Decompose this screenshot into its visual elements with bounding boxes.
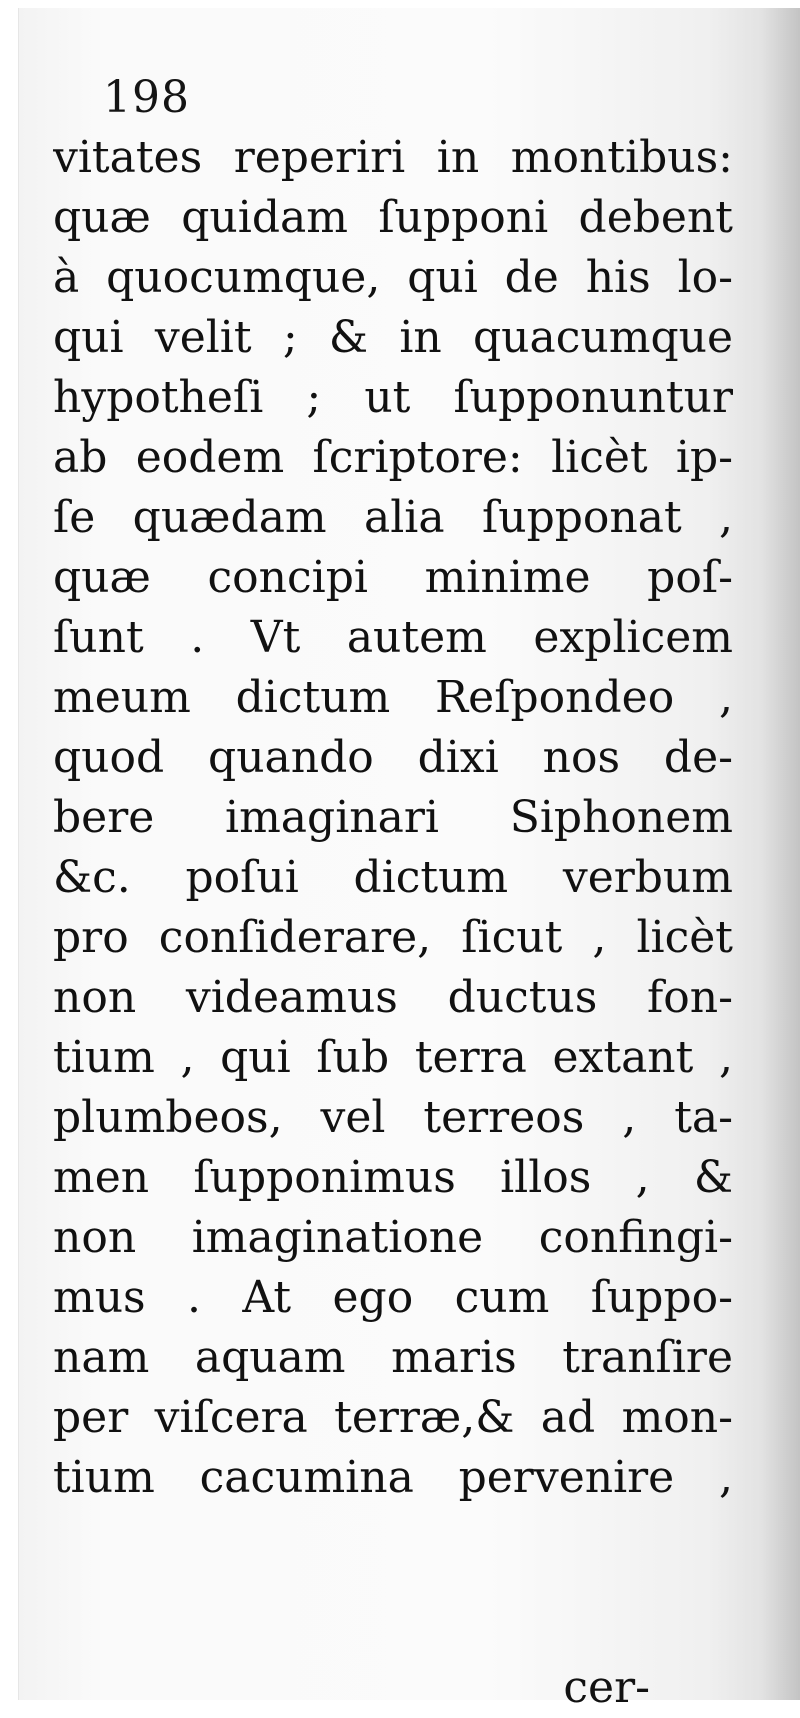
body-text: [53, 128, 733, 1508]
text-line: bere imaginari Siphonem: [53, 792, 733, 843]
text-line: quod quando dixi nos de-: [53, 732, 733, 783]
text-line: quæ quidam ſupponi debent: [53, 192, 733, 243]
text-line: plumbeos, vel terreos , ta-: [53, 1092, 733, 1143]
text-line: qui velit ; & in quacumque: [53, 312, 733, 363]
page-number: 198: [103, 72, 190, 123]
text-line: à quocumque, qui de his lo-: [53, 252, 733, 303]
text-line: men ſupponimus illos , &: [53, 1152, 733, 1203]
text-line: hypotheſi ; ut ſupponuntur: [53, 372, 733, 423]
text-line: ſe quædam alia ſupponat ,: [53, 492, 733, 543]
text-line: ab eodem ſcriptore: licèt ip-: [53, 432, 733, 483]
text-line: nam aquam maris tranſire: [53, 1332, 733, 1383]
text-line: pro conſiderare, ſicut , licèt: [53, 912, 733, 963]
text-line: meum dictum Reſpondeo ,: [53, 672, 733, 723]
book-page: [18, 8, 800, 1700]
text-line: &c. poſui dictum verbum: [53, 852, 733, 903]
text-line: non videamus ductus fon-: [53, 972, 733, 1023]
text-line: quæ concipi minime poſ-: [53, 552, 733, 603]
text-line: mus . At ego cum ſuppo-: [53, 1272, 733, 1323]
catchword: cer-: [563, 1662, 650, 1713]
text-line: non imaginatione confingi-: [53, 1212, 733, 1263]
text-line: ſunt . Vt autem explicem: [53, 612, 733, 663]
text-line: tium , qui ſub terra extant ,: [53, 1032, 733, 1083]
text-line: vitates reperiri in montibus:: [53, 132, 733, 183]
text-line: per viſcera terræ,& ad mon-: [53, 1392, 733, 1443]
text-line: tium cacumina pervenire ,: [53, 1452, 733, 1503]
